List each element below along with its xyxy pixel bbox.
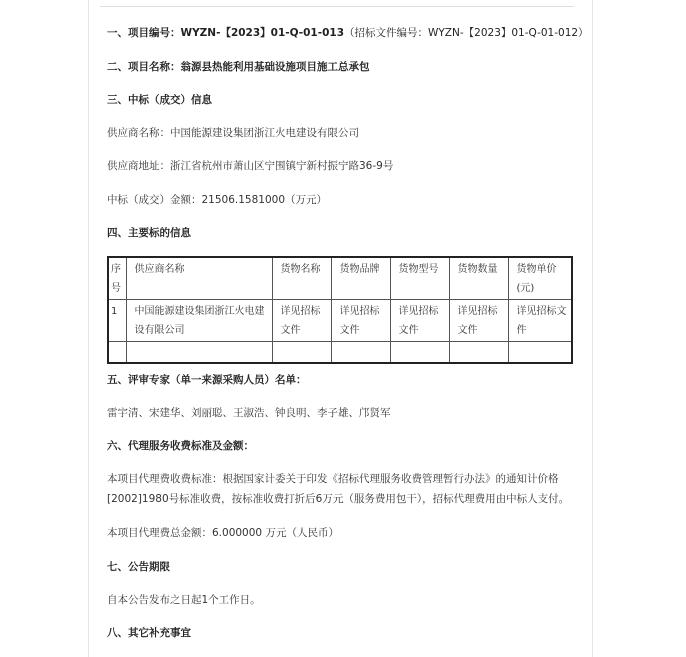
row-cell-goods-quantity: 详见招标文件 — [449, 300, 508, 342]
project-name-value: 翁源县热能利用基础设施项目施工总承包 — [180, 61, 370, 73]
expert-list: 雷宇清、宋建华、刘丽聪、王淑浩、钟良明、李子雄、邝贤军 — [107, 407, 391, 419]
section-other-matters-heading: 八、其它补充事宜 — [107, 627, 191, 639]
table-empty-row — [108, 342, 572, 364]
section-project-name — [107, 60, 370, 74]
section-notice-period-heading: 七、公告期限 — [107, 561, 170, 573]
header-cell-index: 序号 — [108, 257, 126, 300]
empty-cell — [508, 342, 572, 364]
row-cell-supplier: 中国能源建设集团浙江火电建设有限公司 — [126, 300, 272, 342]
header-cell-supplier: 供应商名称 — [126, 257, 272, 300]
top-divider — [100, 6, 574, 7]
section-agency-fee-heading: 六、代理服务收费标准及金额： — [107, 440, 254, 452]
section-award-info-heading: 三、中标（成交）信息 — [107, 94, 212, 106]
empty-cell — [272, 342, 331, 364]
row-cell-goods-model: 详见招标文件 — [390, 300, 449, 342]
row-cell-goods-brand: 详见招标文件 — [331, 300, 390, 342]
header-cell-goods-quantity: 货物数量 — [449, 257, 508, 300]
award-amount: 中标（成交）金额：21506.1581000（万元） — [107, 194, 328, 206]
empty-cell — [108, 342, 126, 364]
row-cell-goods-unit-price: 详见招标文件 — [508, 300, 572, 342]
empty-cell — [390, 342, 449, 364]
main-items-table — [107, 256, 573, 364]
empty-cell — [449, 342, 508, 364]
header-cell-goods-model: 货物型号 — [390, 257, 449, 300]
section-project-number — [107, 26, 589, 40]
row-cell-goods-name: 详见招标文件 — [272, 300, 331, 342]
notice-period-text: 自本公告发布之日起1个工作日。 — [107, 594, 261, 606]
tender-file-number: （招标文件编号：WYZN-【2023】01-Q-01-012） — [344, 27, 589, 39]
agency-fee-standard-line1: 本项目代理费收费标准：根据国家计委关于印发《招标代理服务收费管理暂行办法》的通知计价格 — [107, 473, 559, 485]
supplier-address: 供应商地址：浙江省杭州市萧山区宁围镇宁新村振宁路36-9号 — [107, 160, 394, 172]
header-cell-goods-name: 货物名称 — [272, 257, 331, 300]
header-cell-goods-unit-price: 货物单价(元) — [508, 257, 572, 300]
agency-fee-total: 本项目代理费总金额：6.000000 万元（人民币） — [107, 527, 339, 539]
section-experts-heading: 五、评审专家（单一来源采购人员）名单： — [107, 374, 307, 386]
table-header-row — [108, 257, 572, 300]
supplier-name: 供应商名称：中国能源建设集团浙江火电建设有限公司 — [107, 127, 359, 139]
header-cell-goods-brand: 货物品牌 — [331, 257, 390, 300]
section-main-items-heading: 四、主要标的信息 — [107, 227, 191, 239]
project-name-heading: 二、项目名称： — [107, 61, 181, 73]
empty-cell — [331, 342, 390, 364]
row-cell-index: 1 — [108, 300, 126, 342]
table-row — [108, 300, 572, 342]
empty-cell — [126, 342, 272, 364]
agency-fee-standard-line2: [2002]1980号标准收费，按标准收费打折后6万元（服务费用包干），招标代理费用由中标人支付。 — [107, 493, 570, 505]
project-number-heading: 一、项目编号：WYZN-【2023】01-Q-01-013 — [107, 27, 345, 39]
